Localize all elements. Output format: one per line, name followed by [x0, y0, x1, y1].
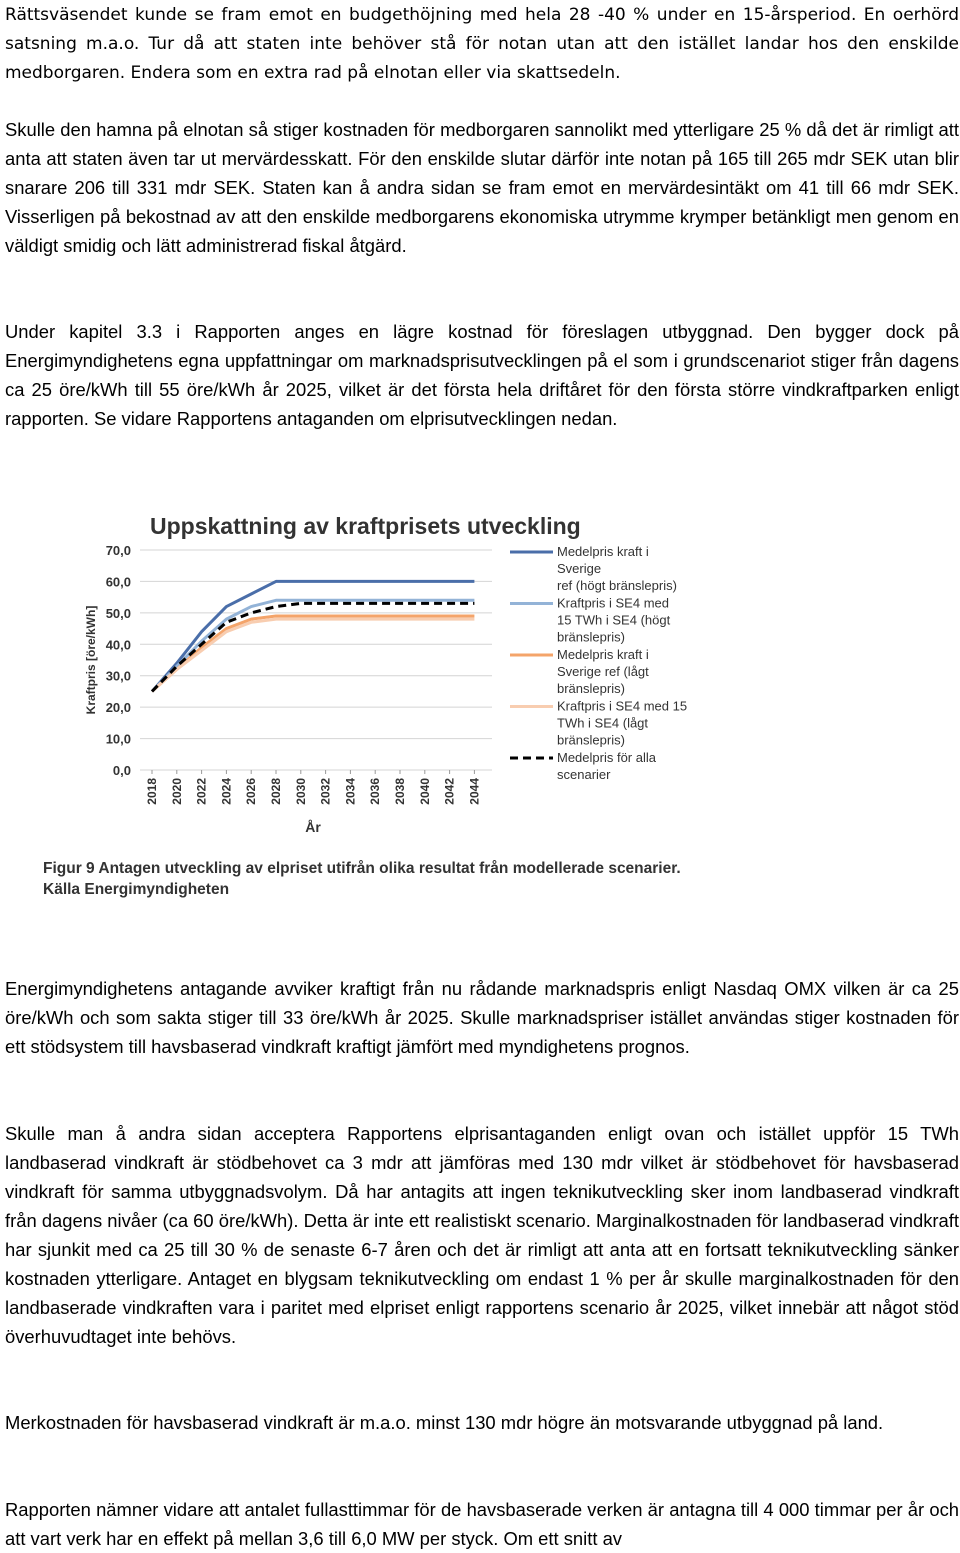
y-tick-label: 40,0 [105, 637, 131, 653]
price-chart [0, 500, 960, 910]
legend-label: bränslepris) [557, 732, 625, 748]
series-layer [152, 581, 474, 691]
legend-label: 15 TWh i SE4 (högt [557, 612, 671, 628]
x-tick-labels [145, 778, 481, 805]
legend-label: Medelpris kraft i [557, 647, 649, 662]
chart-title: Uppskattning av kraftprisets utveckling [150, 513, 581, 539]
legend-label: Sverige ref (lågt [557, 664, 649, 679]
paragraph-merkostnad: Merkostnaden för havsbaserad vindkraft är m.a.o. minst 130 mdr högre än motsvarande utbyggnad på land. [5, 1412, 884, 1433]
chart-legend [510, 544, 687, 782]
legend-label: TWh i SE4 (lågt [557, 715, 649, 731]
x-tick-label: 2032 [318, 778, 333, 805]
y-tick-label: 10,0 [105, 731, 131, 747]
y-tick-labels [106, 543, 131, 778]
paragraph-fullasttimmar: Rapporten nämner vidare att antalet fullasttimmar för de havsbaserade verken är antagna till 4 000 timmar per år och att vart verk har en effekt på mellan 3,6 till 6,0 MW per styck. Om ett snitt av [5, 1499, 959, 1549]
y-tick-label: 20,0 [105, 700, 131, 716]
x-tick-label: 2036 [368, 778, 383, 805]
y-tick-label: 0,0 [112, 763, 131, 778]
y-tick-label: 30,0 [105, 668, 131, 684]
y-tick-label: 60,0 [105, 574, 131, 590]
y-tick-label: 50,0 [105, 605, 131, 621]
y-tick-label: 70,0 [105, 543, 131, 558]
x-tick-label: 2028 [269, 778, 283, 805]
x-tick-label: 2044 [467, 778, 482, 805]
figure-source: Källa Energimyndigheten [43, 881, 230, 898]
legend-label: scenarier [557, 767, 611, 782]
x-tick-label: 2034 [343, 778, 358, 805]
legend-label: Medelpris kraft i [557, 544, 649, 559]
legend-label: Sverige [557, 561, 602, 576]
paragraph-elnota: Skulle den hamna på elnotan så stiger kostnaden för medborgaren sannolikt med ytterligare 25 % då det är rimligt att anta att staten även tar ut mervärdesskatt. För den enskilde slutar därför inte notan på 165 till 265 mdr SEK utan blir snarare 206 till 331 mdr SEK. Staten kan å andra sidan se fram emot en mervärdesintäkt om 41 till 66 mdr SEK. Visserligen på bekostnad av att den enskilde medborgarens ekonomiska utrymme krymper betänkligt men genom en väldigt smidig och lätt administrerad fiskal åtgärd. [5, 119, 959, 256]
x-tick-label: 2038 [393, 778, 407, 805]
x-tick-label: 2022 [194, 778, 209, 805]
paragraph-landbaserad: Skulle man å andra sidan acceptera Rapportens elprisantaganden enligt ovan och istället uppför 15 TWh landbaserad vindkraft är stödbehovet ca 3 mdr att jämföras med 130 mdr vilket är stödbehovet för havsbaserad vindkraft för samma utbyggnadsvolym. Då har antagits att ingen teknikutveckling sker inom landbaserad vindkraft från dagens nivåer (ca 60 öre/kWh). Detta är inte ett realistiskt scenario. Marginalkostnaden för landbaserad vindkraft har sjunkit med ca 25 till 30 % de senaste 6-7 åren och det är rimligt att anta att en fortsatt teknikutveckling sänker kostnaden ytterligare. Antaget en blygsam teknikutveckling om endast 1 % per år skulle marginalkostnaden för den landbaserade vindkraften vara i paritet med elpriset enligt rapportens scenario år 2025, vilket innebär att något stöd överhuvudtaget inte behövs. [5, 1123, 959, 1347]
legend-label: ref (högt bränslepris) [557, 578, 677, 593]
legend-label: Medelpris för alla [557, 750, 656, 765]
y-axis-label: Kraftpris [öre/kWh] [84, 605, 98, 715]
paragraph-budget: Rättsväsendet kunde se fram emot en budgethöjning med hela 28 -40 % under en 15-årsperiod. En oerhörd satsning m.a.o. Tur då att staten inte behöver stå för notan utan att den istället landar hos den enskilde medborgaren. Endera som en extra rad på elnotan eller via skattsedeln. [5, 5, 959, 83]
x-tick-label: 2030 [293, 778, 308, 805]
paragraph-nasdaq: Energimyndighetens antagande avviker kraftigt från nu rådande marknadspris enligt Nasdaq OMX vilken är ca 25 öre/kWh och som sakta stiger till 33 öre/kWh år 2025. Skulle marknadspriser istället användas stiger kostnaden för ett stödsystem till havsbaserad vindkraft kraftigt jämfört med myndighetens prognos. [5, 978, 959, 1057]
x-axis-label: År [305, 819, 321, 835]
series-line [152, 581, 474, 691]
x-tick-label: 2020 [169, 778, 184, 805]
legend-label: bränslepris) [557, 629, 625, 645]
x-tick-label: 2026 [244, 778, 259, 805]
legend-label: bränslepris) [557, 681, 625, 696]
series-line [152, 616, 474, 691]
x-tick-label: 2040 [417, 778, 432, 805]
grid-layer [140, 550, 492, 774]
x-tick-label: 2018 [145, 778, 159, 805]
legend-label: Kraftpris i SE4 med 15 [557, 698, 688, 714]
series-line [152, 619, 474, 691]
x-tick-label: 2024 [219, 778, 234, 805]
figure-caption: Figur 9 Antagen utveckling av elpriset utifrån olika resultat från modellerade scenarier. [43, 860, 681, 877]
paragraph-kapitel-3-3: Under kapitel 3.3 i Rapporten anges en lägre kostnad för föreslagen utbyggnad. Den bygger dock på Energimyndighetens egna uppfattningar om marknadsprisutvecklingen på el som i grundscenariot stiger från dagens ca 25 öre/kWh till 55 öre/kWh år 2025, vilket är det första hela driftåret för den första större vindkraftparken enligt rapporten. Se vidare Rapportens antaganden om elprisutvecklingen nedan. [5, 321, 959, 429]
x-tick-label: 2042 [442, 778, 457, 805]
legend-label: Kraftpris i SE4 med [557, 595, 669, 611]
